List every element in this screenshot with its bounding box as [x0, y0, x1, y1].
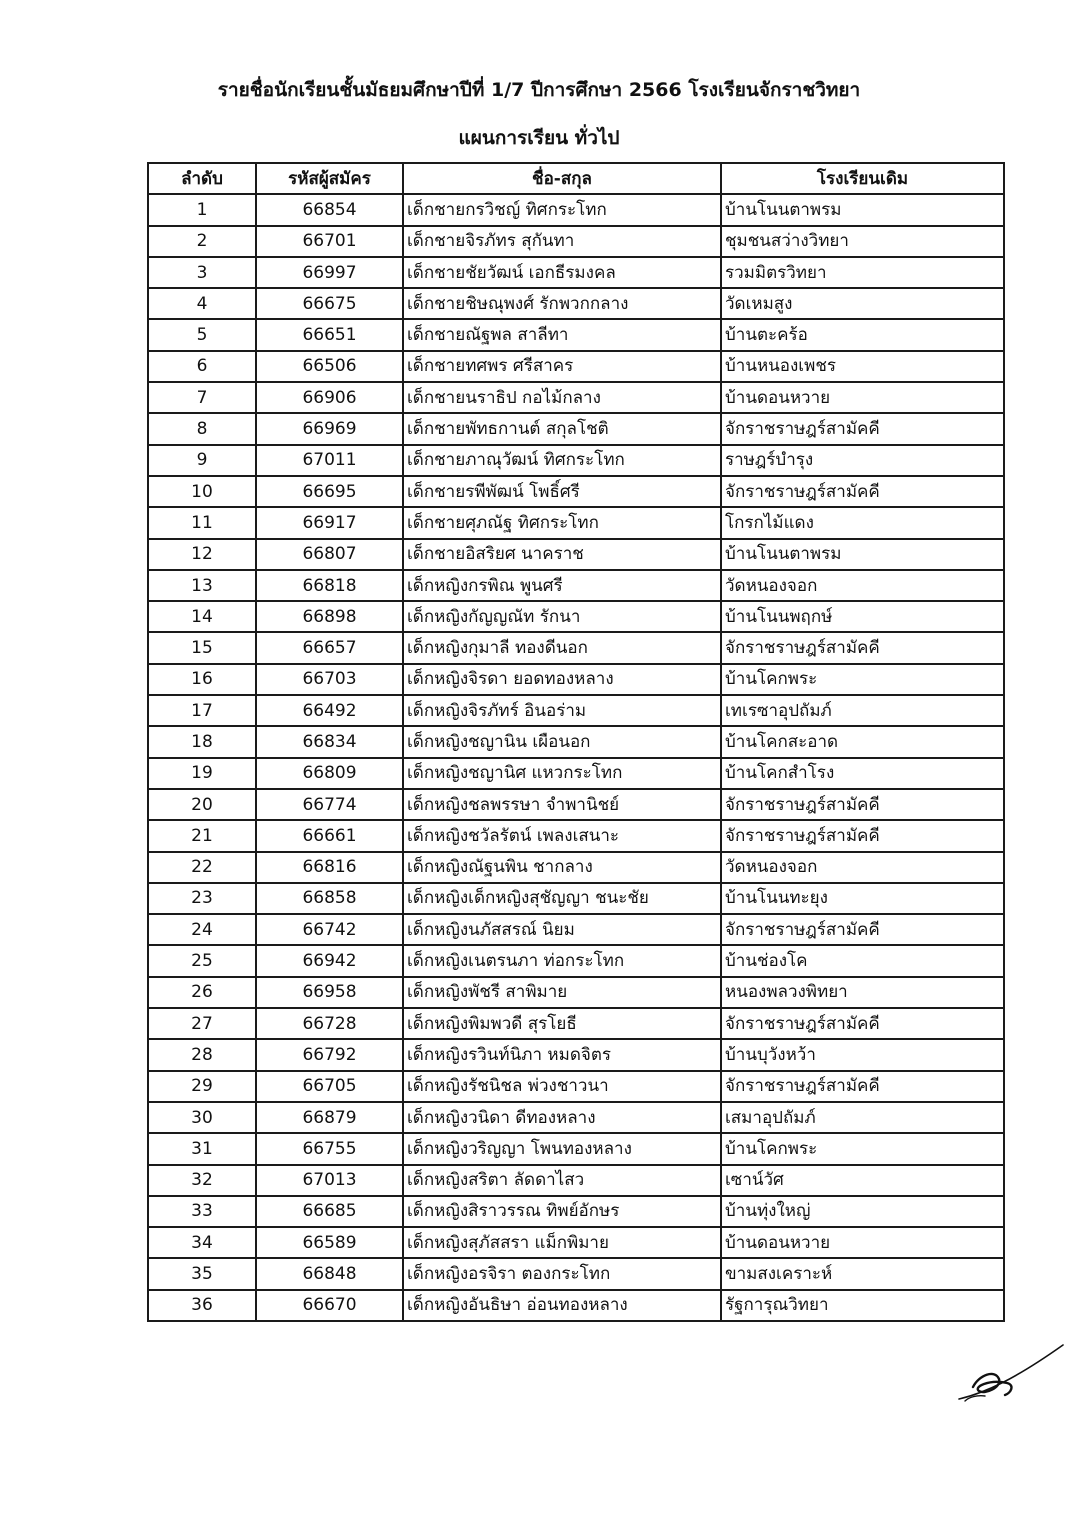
row-order: 4 — [148, 288, 256, 319]
row-applicant-id: 67011 — [256, 445, 403, 476]
row-previous-school: ชุมชนสว่างวิทยา — [721, 226, 1004, 257]
row-applicant-id: 66792 — [256, 1039, 403, 1070]
row-applicant-id: 66589 — [256, 1227, 403, 1258]
row-full-name: เด็กหญิงสิราวรรณ ทิพย์อักษร — [403, 1196, 721, 1227]
row-full-name: เด็กหญิงกัญญณัท รักนา — [403, 601, 721, 632]
row-order: 31 — [148, 1133, 256, 1164]
row-order: 9 — [148, 445, 256, 476]
table-body — [148, 194, 1004, 1321]
row-order: 26 — [148, 977, 256, 1008]
row-previous-school: ขามสงเคราะห์ — [721, 1258, 1004, 1289]
table-row — [148, 1258, 1004, 1289]
row-full-name: เด็กหญิงชลพรรษา จำพานิชย์ — [403, 789, 721, 820]
row-applicant-id: 66703 — [256, 664, 403, 695]
row-previous-school: เทเรซาอุปถัมภ์ — [721, 695, 1004, 726]
row-full-name: เด็กชายอิสริยศ นาคราช — [403, 539, 721, 570]
row-full-name: เด็กหญิงพิมพวดี สุรโยธี — [403, 1008, 721, 1039]
row-applicant-id: 66858 — [256, 883, 403, 914]
row-previous-school: ราษฎร์บำรุง — [721, 445, 1004, 476]
table-row — [148, 1133, 1004, 1164]
row-full-name: เด็กหญิงสุภัสสรา แม็กพิมาย — [403, 1227, 721, 1258]
row-applicant-id: 66898 — [256, 601, 403, 632]
table-row — [148, 1227, 1004, 1258]
table-row — [148, 632, 1004, 663]
student-list-table — [147, 162, 1005, 1322]
row-full-name: เด็กชายศุภณัฐ ทิศกระโทก — [403, 507, 721, 538]
row-order: 7 — [148, 382, 256, 413]
table-row — [148, 288, 1004, 319]
row-order: 5 — [148, 319, 256, 350]
row-applicant-id: 66774 — [256, 789, 403, 820]
row-previous-school: วัดหนองจอก — [721, 570, 1004, 601]
row-order: 20 — [148, 789, 256, 820]
row-order: 3 — [148, 257, 256, 288]
row-applicant-id: 66701 — [256, 226, 403, 257]
table-row — [148, 1165, 1004, 1196]
row-full-name: เด็กชายภาณุวัฒน์ ทิศกระโทก — [403, 445, 721, 476]
row-previous-school: บ้านโนนตาพรม — [721, 194, 1004, 225]
row-order: 24 — [148, 914, 256, 945]
row-order: 17 — [148, 695, 256, 726]
table-row — [148, 1071, 1004, 1102]
row-order: 32 — [148, 1165, 256, 1196]
table-row — [148, 883, 1004, 914]
table-row — [148, 382, 1004, 413]
table-row — [148, 507, 1004, 538]
row-previous-school: จักราชราษฎร์สามัคคี — [721, 632, 1004, 663]
row-full-name: เด็กหญิงนภัสสรณ์ นิยม — [403, 914, 721, 945]
row-applicant-id: 66942 — [256, 945, 403, 976]
row-order: 34 — [148, 1227, 256, 1258]
row-order: 18 — [148, 726, 256, 757]
row-full-name: เด็กหญิงชวัลรัตน์ เพลงเสนาะ — [403, 820, 721, 851]
document-title: รายชื่อนักเรียนชั้นมัธยมศึกษาปีที่ 1/7 ปีการศึกษา 2566 โรงเรียนจักราชวิทยา — [217, 79, 861, 101]
table-row — [148, 1102, 1004, 1133]
header-order: ลำดับ — [148, 163, 256, 194]
row-applicant-id: 66661 — [256, 820, 403, 851]
row-applicant-id: 66879 — [256, 1102, 403, 1133]
row-full-name: เด็กหญิงกุมาลี ทองดีนอก — [403, 632, 721, 663]
row-applicant-id: 66854 — [256, 194, 403, 225]
row-order: 13 — [148, 570, 256, 601]
table-row — [148, 539, 1004, 570]
row-full-name: เด็กหญิงสริตา ลัดดาไสว — [403, 1165, 721, 1196]
row-previous-school: วัดเหมสูง — [721, 288, 1004, 319]
row-full-name: เด็กหญิงจิรดา ยอดทองหลาง — [403, 664, 721, 695]
table-row — [148, 1290, 1004, 1321]
row-applicant-id: 66958 — [256, 977, 403, 1008]
row-applicant-id: 66816 — [256, 852, 403, 883]
row-full-name: เด็กชายกรวิชญ์ ทิศกระโทก — [403, 194, 721, 225]
row-previous-school: บ้านบุวังหว้า — [721, 1039, 1004, 1070]
row-applicant-id: 66506 — [256, 351, 403, 382]
row-previous-school: บ้านโนนพฤกษ์ — [721, 601, 1004, 632]
row-previous-school: จักราชราษฎร์สามัคคี — [721, 1008, 1004, 1039]
row-previous-school: รวมมิตรวิทยา — [721, 257, 1004, 288]
row-order: 35 — [148, 1258, 256, 1289]
row-full-name: เด็กหญิงเด็กหญิงสุชัญญา ชนะชัย — [403, 883, 721, 914]
table-row — [148, 413, 1004, 444]
row-previous-school: บ้านโคกสำโรง — [721, 758, 1004, 789]
row-previous-school: บ้านโคกพระ — [721, 1133, 1004, 1164]
row-previous-school: รัฐการุณวิทยา — [721, 1290, 1004, 1321]
row-applicant-id: 66705 — [256, 1071, 403, 1102]
row-order: 28 — [148, 1039, 256, 1070]
table-row — [148, 789, 1004, 820]
row-order: 36 — [148, 1290, 256, 1321]
table-row — [148, 351, 1004, 382]
row-applicant-id: 66834 — [256, 726, 403, 757]
row-order: 27 — [148, 1008, 256, 1039]
row-previous-school: บ้านช่องโค — [721, 945, 1004, 976]
row-applicant-id: 66651 — [256, 319, 403, 350]
row-order: 23 — [148, 883, 256, 914]
row-full-name: เด็กหญิงรัชนิชล พ่วงชาวนา — [403, 1071, 721, 1102]
row-applicant-id: 66728 — [256, 1008, 403, 1039]
header-applicant-id: รหัสผู้สมัคร — [256, 163, 403, 194]
row-applicant-id: 66695 — [256, 476, 403, 507]
row-previous-school: บ้านโคกพระ — [721, 664, 1004, 695]
row-previous-school: บ้านดอนหวาย — [721, 1227, 1004, 1258]
row-full-name: เด็กชายพัทธกานต์ สกุลโชติ — [403, 413, 721, 444]
table-header-row — [148, 163, 1004, 194]
table-row — [148, 476, 1004, 507]
row-applicant-id: 66492 — [256, 695, 403, 726]
row-applicant-id: 66675 — [256, 288, 403, 319]
row-order: 12 — [148, 539, 256, 570]
row-previous-school: หนองพลวงพิทยา — [721, 977, 1004, 1008]
table-row — [148, 226, 1004, 257]
row-previous-school: จักราชราษฎร์สามัคคี — [721, 789, 1004, 820]
row-full-name: เด็กชายชัยวัฒน์ เอกธีรมงคล — [403, 257, 721, 288]
table-row — [148, 820, 1004, 851]
row-applicant-id: 66807 — [256, 539, 403, 570]
table-row — [148, 1039, 1004, 1070]
table-row — [148, 194, 1004, 225]
row-order: 14 — [148, 601, 256, 632]
row-previous-school: บ้านตะคร้อ — [721, 319, 1004, 350]
study-plan-subtitle: แผนการเรียน ทั่วไป — [458, 127, 620, 149]
table-row — [148, 1008, 1004, 1039]
row-previous-school: บ้านโคกสะอาด — [721, 726, 1004, 757]
row-applicant-id: 66969 — [256, 413, 403, 444]
table-row — [148, 445, 1004, 476]
table-row — [148, 977, 1004, 1008]
table-row — [148, 601, 1004, 632]
row-full-name: เด็กหญิงอันธิษา อ่อนทองหลาง — [403, 1290, 721, 1321]
row-previous-school: บ้านโนนทะยุง — [721, 883, 1004, 914]
row-order: 21 — [148, 820, 256, 851]
row-applicant-id: 66755 — [256, 1133, 403, 1164]
row-previous-school: เซาน์วัศ — [721, 1165, 1004, 1196]
row-previous-school: บ้านโนนตาพรม — [721, 539, 1004, 570]
row-order: 25 — [148, 945, 256, 976]
row-order: 10 — [148, 476, 256, 507]
row-order: 29 — [148, 1071, 256, 1102]
row-full-name: เด็กชายนราธิป กอไม้กลาง — [403, 382, 721, 413]
row-applicant-id: 66670 — [256, 1290, 403, 1321]
row-full-name: เด็กชายทศพร ศรีสาคร — [403, 351, 721, 382]
row-applicant-id: 66848 — [256, 1258, 403, 1289]
row-applicant-id: 66818 — [256, 570, 403, 601]
row-applicant-id: 67013 — [256, 1165, 403, 1196]
row-full-name: เด็กหญิงชญานิน เผือนอก — [403, 726, 721, 757]
row-previous-school: โกรกไม้แดง — [721, 507, 1004, 538]
row-full-name: เด็กหญิงกรพิณ พูนศรี — [403, 570, 721, 601]
row-order: 2 — [148, 226, 256, 257]
row-applicant-id: 66906 — [256, 382, 403, 413]
row-full-name: เด็กหญิงจิรภัทร์ อินอร่าม — [403, 695, 721, 726]
row-full-name: เด็กหญิงชญานิศ แหวกระโทก — [403, 758, 721, 789]
row-applicant-id: 66685 — [256, 1196, 403, 1227]
table-row — [148, 664, 1004, 695]
row-full-name: เด็กหญิงอรจิรา ตองกระโทก — [403, 1258, 721, 1289]
table-row — [148, 1196, 1004, 1227]
header-previous-school: โรงเรียนเดิม — [721, 163, 1004, 194]
row-order: 8 — [148, 413, 256, 444]
row-previous-school: จักราชราษฎร์สามัคคี — [721, 1071, 1004, 1102]
row-order: 1 — [148, 194, 256, 225]
table-row — [148, 945, 1004, 976]
row-full-name: เด็กชายจิรภัทร สุกันทา — [403, 226, 721, 257]
row-full-name: เด็กหญิงรวินท์นิภา หมดจิตร — [403, 1039, 721, 1070]
row-previous-school: วัดหนองจอก — [721, 852, 1004, 883]
row-order: 22 — [148, 852, 256, 883]
row-order: 30 — [148, 1102, 256, 1133]
table-row — [148, 257, 1004, 288]
row-applicant-id: 66657 — [256, 632, 403, 663]
table-row — [148, 852, 1004, 883]
row-applicant-id: 66917 — [256, 507, 403, 538]
row-full-name: เด็กหญิงพัชรี สาพิมาย — [403, 977, 721, 1008]
row-order: 11 — [148, 507, 256, 538]
row-order: 16 — [148, 664, 256, 695]
row-order: 6 — [148, 351, 256, 382]
row-previous-school: จักราชราษฎร์สามัคคี — [721, 914, 1004, 945]
row-full-name: เด็กหญิงณัฐนพิน ชากลาง — [403, 852, 721, 883]
table-row — [148, 726, 1004, 757]
row-previous-school: บ้านหนองเพชร — [721, 351, 1004, 382]
table-row — [148, 914, 1004, 945]
row-full-name: เด็กหญิงเนตรนภา ท่อกระโทก — [403, 945, 721, 976]
row-order: 19 — [148, 758, 256, 789]
table-row — [148, 695, 1004, 726]
row-full-name: เด็กหญิงวนิดา ดีทองหลาง — [403, 1102, 721, 1133]
row-order: 33 — [148, 1196, 256, 1227]
row-full-name: เด็กชายณัฐพล สาลีทา — [403, 319, 721, 350]
row-previous-school: จักราชราษฎร์สามัคคี — [721, 413, 1004, 444]
row-previous-school: บ้านทุ่งใหญ่ — [721, 1196, 1004, 1227]
header-full-name: ชื่อ-สกุล — [403, 163, 721, 194]
row-previous-school: บ้านดอนหวาย — [721, 382, 1004, 413]
row-applicant-id: 66742 — [256, 914, 403, 945]
row-previous-school: เสมาอุปถัมภ์ — [721, 1102, 1004, 1133]
row-applicant-id: 66809 — [256, 758, 403, 789]
row-previous-school: จักราชราษฎร์สามัคคี — [721, 476, 1004, 507]
signature — [955, 1335, 1065, 1405]
row-previous-school: จักราชราษฎร์สามัคคี — [721, 820, 1004, 851]
row-order: 15 — [148, 632, 256, 663]
row-full-name: เด็กชายรพีพัฒน์ โพธิ์ศรี — [403, 476, 721, 507]
table-row — [148, 758, 1004, 789]
table-row — [148, 570, 1004, 601]
row-applicant-id: 66997 — [256, 257, 403, 288]
row-full-name: เด็กชายชิษณุพงศ์ รักพวกกลาง — [403, 288, 721, 319]
table-row — [148, 319, 1004, 350]
row-full-name: เด็กหญิงวริญญา โพนทองหลาง — [403, 1133, 721, 1164]
